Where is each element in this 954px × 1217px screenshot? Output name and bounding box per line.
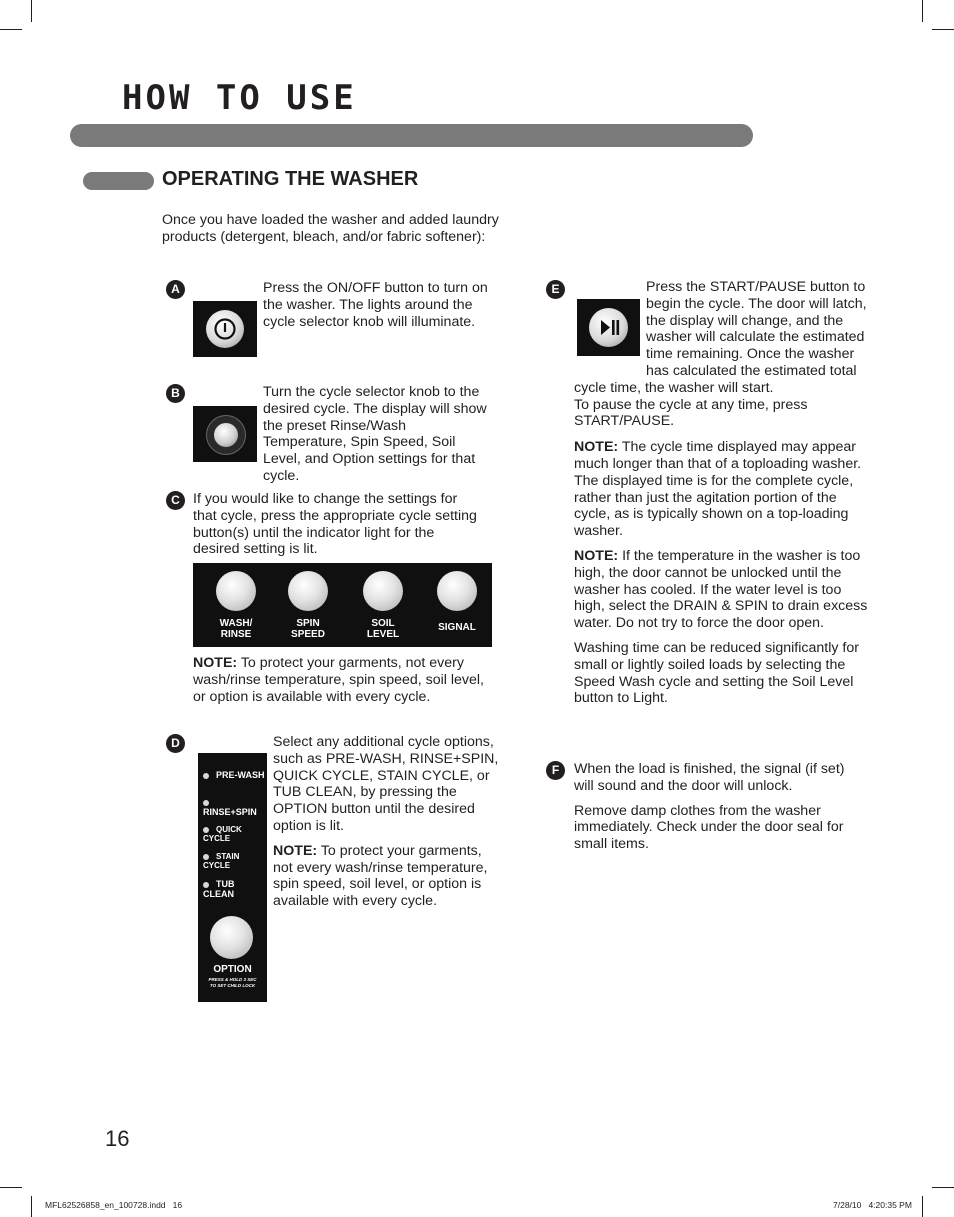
crop-mark <box>932 29 954 30</box>
step-c-note-label: NOTE: <box>193 655 238 671</box>
wash-rinse-button <box>216 571 256 611</box>
step-badge-e: E <box>546 280 565 299</box>
option-sublabel-line1: PRESS & HOLD 3 SEC <box>208 977 257 982</box>
soil-level-label <box>353 618 413 640</box>
page-title: HOW TO USE <box>122 78 357 118</box>
step-e-note-2 <box>574 548 870 632</box>
soil-level-label-line2: LEVEL <box>366 629 400 640</box>
signal-button <box>437 571 477 611</box>
step-f-body: When the load is finished, the signal (if set) will sound and the door will unlock. <box>574 761 845 794</box>
footer-file-info: MFL62526858_en_100728.indd 16 <box>45 1200 183 1210</box>
step-e-body: Press the START/PAUSE button to begin the cycle. The door will latch, the display will change, and the washer will calculate the estimated time remaining. Once the washer has calculated the estimated total cycle time, the washer will start. <box>574 279 867 396</box>
crop-mark <box>0 1187 22 1188</box>
wash-rinse-label-line1: WASH/ <box>219 618 253 629</box>
cycle-settings-panel <box>193 563 492 647</box>
step-d-note-text: To protect your garments, not every wash/rinse temperature, spin speed, soil level, or option is available with every cycle. <box>273 842 488 910</box>
intro-text: Once you have loaded the washer and added laundry products (detergent, bleach, and/or fabric softener): <box>162 212 499 245</box>
step-d-note-label: NOTE: <box>273 842 318 859</box>
crop-mark <box>932 1187 954 1188</box>
crop-mark <box>31 1196 32 1217</box>
step-d-body: Select any additional cycle options, such as PRE-WASH, RINSE+SPIN, QUICK CYCLE, STAIN CYCLE, or TUB CLEAN, by pressing the OPTION button until the desired option is lit. <box>273 734 499 834</box>
crop-mark <box>922 0 923 22</box>
option-label: TUB CLEAN <box>203 879 235 899</box>
wash-rinse-label <box>206 618 266 640</box>
step-f-text <box>574 761 866 853</box>
step-a-text <box>193 280 493 353</box>
soil-level-button <box>363 571 403 611</box>
section-title: OPERATING THE WASHER <box>162 168 419 190</box>
step-d-text <box>193 734 503 1026</box>
option-label: QUICK CYCLE <box>203 825 242 843</box>
footer-date-info: 7/28/10 4:20:35 PM <box>833 1200 912 1210</box>
soil-level-label-line1: SOIL <box>371 618 395 629</box>
crop-mark <box>0 29 22 30</box>
section-marker <box>83 172 154 190</box>
option-label: STAIN CYCLE <box>203 852 240 870</box>
step-badge-a: A <box>166 280 185 299</box>
option-label: RINSE+SPIN <box>203 807 257 817</box>
spin-speed-label <box>278 618 338 640</box>
step-b-text <box>193 384 493 485</box>
spin-speed-label-line2: SPEED <box>291 629 325 640</box>
step-c-text: If you would like to change the settings for that cycle, press the appropriate cycle setting button(s) until the indicator light for the desired setting is lit. <box>193 491 477 558</box>
step-e-text <box>574 279 870 707</box>
step-e-note-2-text: If the temperature in the washer is too high, the door cannot be unlocked until the washer has cooled. If the water level is too high, select the DRAIN & SPIN to drain excess water. Do not try to force the door open. <box>574 547 868 632</box>
signal-label-line1: SIGNAL <box>438 622 476 633</box>
step-d-float-space <box>193 751 273 1026</box>
step-e-float-space <box>574 296 646 364</box>
step-c-note-text: To protect your garments, not every wash/rinse temperature, spin speed, soil level, or option is available with every cycle. <box>193 655 484 705</box>
step-badge-c: C <box>166 491 185 510</box>
crop-mark <box>922 1196 923 1217</box>
step-a-body: Press the ON/OFF button to turn on the washer. The lights around the cycle selector knob will illuminate. <box>263 280 488 330</box>
spin-speed-label-line1: SPIN <box>296 618 320 629</box>
step-badge-f: F <box>546 761 565 780</box>
step-c-note <box>193 655 485 705</box>
step-e-note-1 <box>574 439 870 540</box>
option-button-label: OPTION <box>213 964 252 975</box>
spin-speed-button <box>288 571 328 611</box>
crop-mark <box>31 0 32 22</box>
step-f-paragraph: Remove damp clothes from the washer immediately. Check under the door seal for small items. <box>574 802 844 853</box>
page-number: 16 <box>105 1126 130 1151</box>
step-badge-d: D <box>166 734 185 753</box>
signal-label <box>427 622 487 633</box>
step-e-note-1-label: NOTE: <box>574 439 619 456</box>
header-bar <box>70 124 753 147</box>
step-e-pause-text: To pause the cycle at any time, press START/PAUSE. <box>574 396 808 430</box>
option-label: PRE-WASH <box>216 770 265 780</box>
step-e-note-1-text: The cycle time displayed may appear much longer than that of a toploading washer. The displayed time is for the complete cycle, rather than just the agitation portion of the cycle, as is typically shown on a top-loading washer. <box>574 439 862 540</box>
option-sublabel-line2: TO SET CHILD LOCK <box>209 983 256 988</box>
step-badge-b: B <box>166 384 185 403</box>
step-b-body: Turn the cycle selector knob to the desired cycle. The display will show the preset Rinse/Wash Temperature, Spin Speed, Soil Level, and Option settings for that cycle. <box>263 384 487 484</box>
wash-rinse-label-line2: RINSE <box>220 629 252 640</box>
step-b-float-space <box>193 401 263 473</box>
step-e-paragraph: Washing time can be reduced significantly for small or lightly soiled loads by selecting the Speed Wash cycle and setting the Soil Level button to Light. <box>574 639 859 707</box>
step-a-float-space <box>193 297 263 353</box>
step-e-note-2-label: NOTE: <box>574 547 619 564</box>
